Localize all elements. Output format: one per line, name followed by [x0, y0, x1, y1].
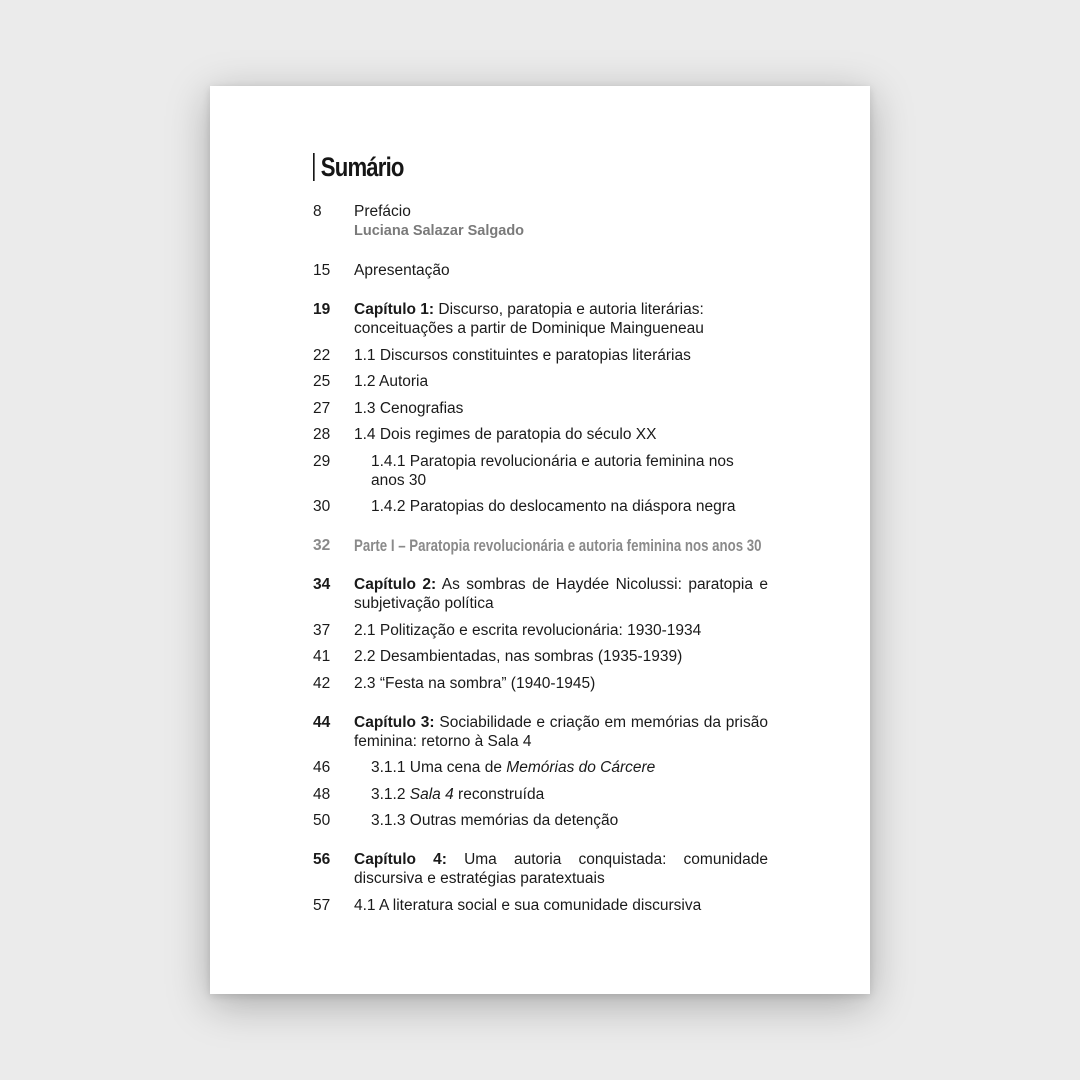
toc-entry-1-4-1 — [313, 452, 768, 490]
entry-label — [354, 850, 768, 888]
page-number: 34 — [313, 576, 331, 593]
entry-label — [354, 575, 768, 613]
toc-entry-2-3 — [313, 674, 768, 693]
part-label: Parte I – Paratopia revolucionária e autoria feminina nos anos 30 — [354, 536, 762, 555]
toc-entry-4-1 — [313, 896, 768, 915]
chapter-title: As sombras de Haydée Nicolussi: paratopia e subjetivação política — [354, 576, 768, 612]
page-number: 22 — [313, 346, 331, 364]
toc-title: Sumário — [313, 150, 686, 184]
page-number: 56 — [313, 851, 331, 868]
chapter-prefix: Capítulo 2: — [354, 576, 437, 593]
entry-label: 3.1.2 Sala 4 reconstruída — [371, 785, 545, 803]
toc-entry-1-3 — [313, 399, 768, 418]
entry-label: 1.4 Dois regimes de paratopia do século XX — [354, 426, 657, 443]
toc-entry-2-1 — [313, 621, 768, 640]
page-number: 8 — [313, 203, 322, 220]
toc-entry-prefacio — [313, 202, 768, 241]
toc-entry-apresentacao — [313, 261, 768, 280]
toc-entry-3-1-1 — [313, 758, 768, 777]
entry-label: 3.1.3 Outras memórias da detenção — [371, 812, 619, 829]
entry-label — [354, 713, 768, 751]
book-page — [210, 86, 870, 994]
page-number: 42 — [313, 674, 331, 692]
chapter-prefix: Capítulo 3: — [354, 713, 435, 731]
page-number: 48 — [313, 785, 331, 803]
page-number: 27 — [313, 399, 331, 417]
chapter-title: Uma autoria conquistada: comunidade discursiva e estratégias paratextuais — [354, 851, 768, 887]
toc-entry-1-2 — [313, 372, 768, 391]
italic-title: Sala 4 — [409, 785, 454, 803]
table-of-contents — [313, 150, 768, 915]
page-number: 44 — [313, 713, 331, 731]
page-number: 50 — [313, 812, 331, 829]
toc-entry-chapter-2 — [313, 575, 768, 613]
page-number: 46 — [313, 759, 331, 776]
entry-label: 2.3 “Festa na sombra” (1940-1945) — [354, 674, 596, 692]
chapter-prefix: Capítulo 1: — [354, 301, 435, 318]
chapter-title: Sociabilidade e criação em memórias da prisão feminina: retorno à Sala 4 — [354, 713, 768, 750]
chapter-prefix: Capítulo 4: — [354, 851, 447, 868]
page-number: 29 — [313, 452, 331, 470]
page-number: 57 — [313, 896, 331, 914]
italic-title: Memórias do Cárcere — [506, 759, 656, 776]
toc-entry-1-1 — [313, 346, 768, 365]
entry-label: 1.2 Autoria — [354, 373, 429, 390]
toc-entry-3-1-2 — [313, 785, 768, 804]
toc-entry-chapter-3 — [313, 713, 768, 751]
toc-entry-2-2 — [313, 647, 768, 666]
entry-label: 1.4.1 Paratopia revolucionária e autoria feminina nos anos 30 — [371, 452, 734, 489]
page-number: 15 — [313, 262, 331, 279]
entry-label: 3.1.1 Uma cena de Memórias do Cárcere — [371, 759, 656, 776]
page-number: 32 — [313, 537, 331, 554]
toc-entry-part-1 — [313, 536, 768, 555]
page-number: 30 — [313, 498, 331, 515]
title-rule — [313, 153, 314, 181]
entry-label: 2.1 Politização e escrita revolucionária: 1930-1934 — [354, 621, 702, 639]
entry-label — [354, 300, 768, 338]
entry-label: 2.2 Desambientadas, nas sombras (1935-1939) — [354, 648, 683, 665]
entry-label: Apresentação — [354, 262, 450, 279]
page-number: 28 — [313, 426, 331, 443]
entry-label: Prefácio — [354, 203, 411, 220]
toc-entry-1-4-2 — [313, 497, 768, 516]
toc-entry-1-4 — [313, 425, 768, 444]
entry-label: 1.4.2 Paratopias do deslocamento na diáspora negra — [371, 498, 736, 515]
entry-label: 4.1 A literatura social e sua comunidade discursiva — [354, 896, 702, 914]
page-number: 19 — [313, 301, 331, 318]
page-number: 41 — [313, 648, 331, 665]
toc-entry-chapter-1 — [313, 300, 768, 338]
page-number: 37 — [313, 621, 331, 639]
entry-label: 1.1 Discursos constituintes e paratopias literárias — [354, 346, 691, 364]
chapter-title: Discurso, paratopia e autoria literárias: conceituações a partir de Dominique Maingueneau — [354, 301, 704, 337]
entry-label: 1.3 Cenografias — [354, 399, 464, 417]
toc-entry-3-1-3 — [313, 811, 768, 830]
entry-author: Luciana Salazar Salgado — [354, 223, 525, 239]
page-number: 25 — [313, 373, 331, 390]
toc-entry-chapter-4 — [313, 850, 768, 888]
